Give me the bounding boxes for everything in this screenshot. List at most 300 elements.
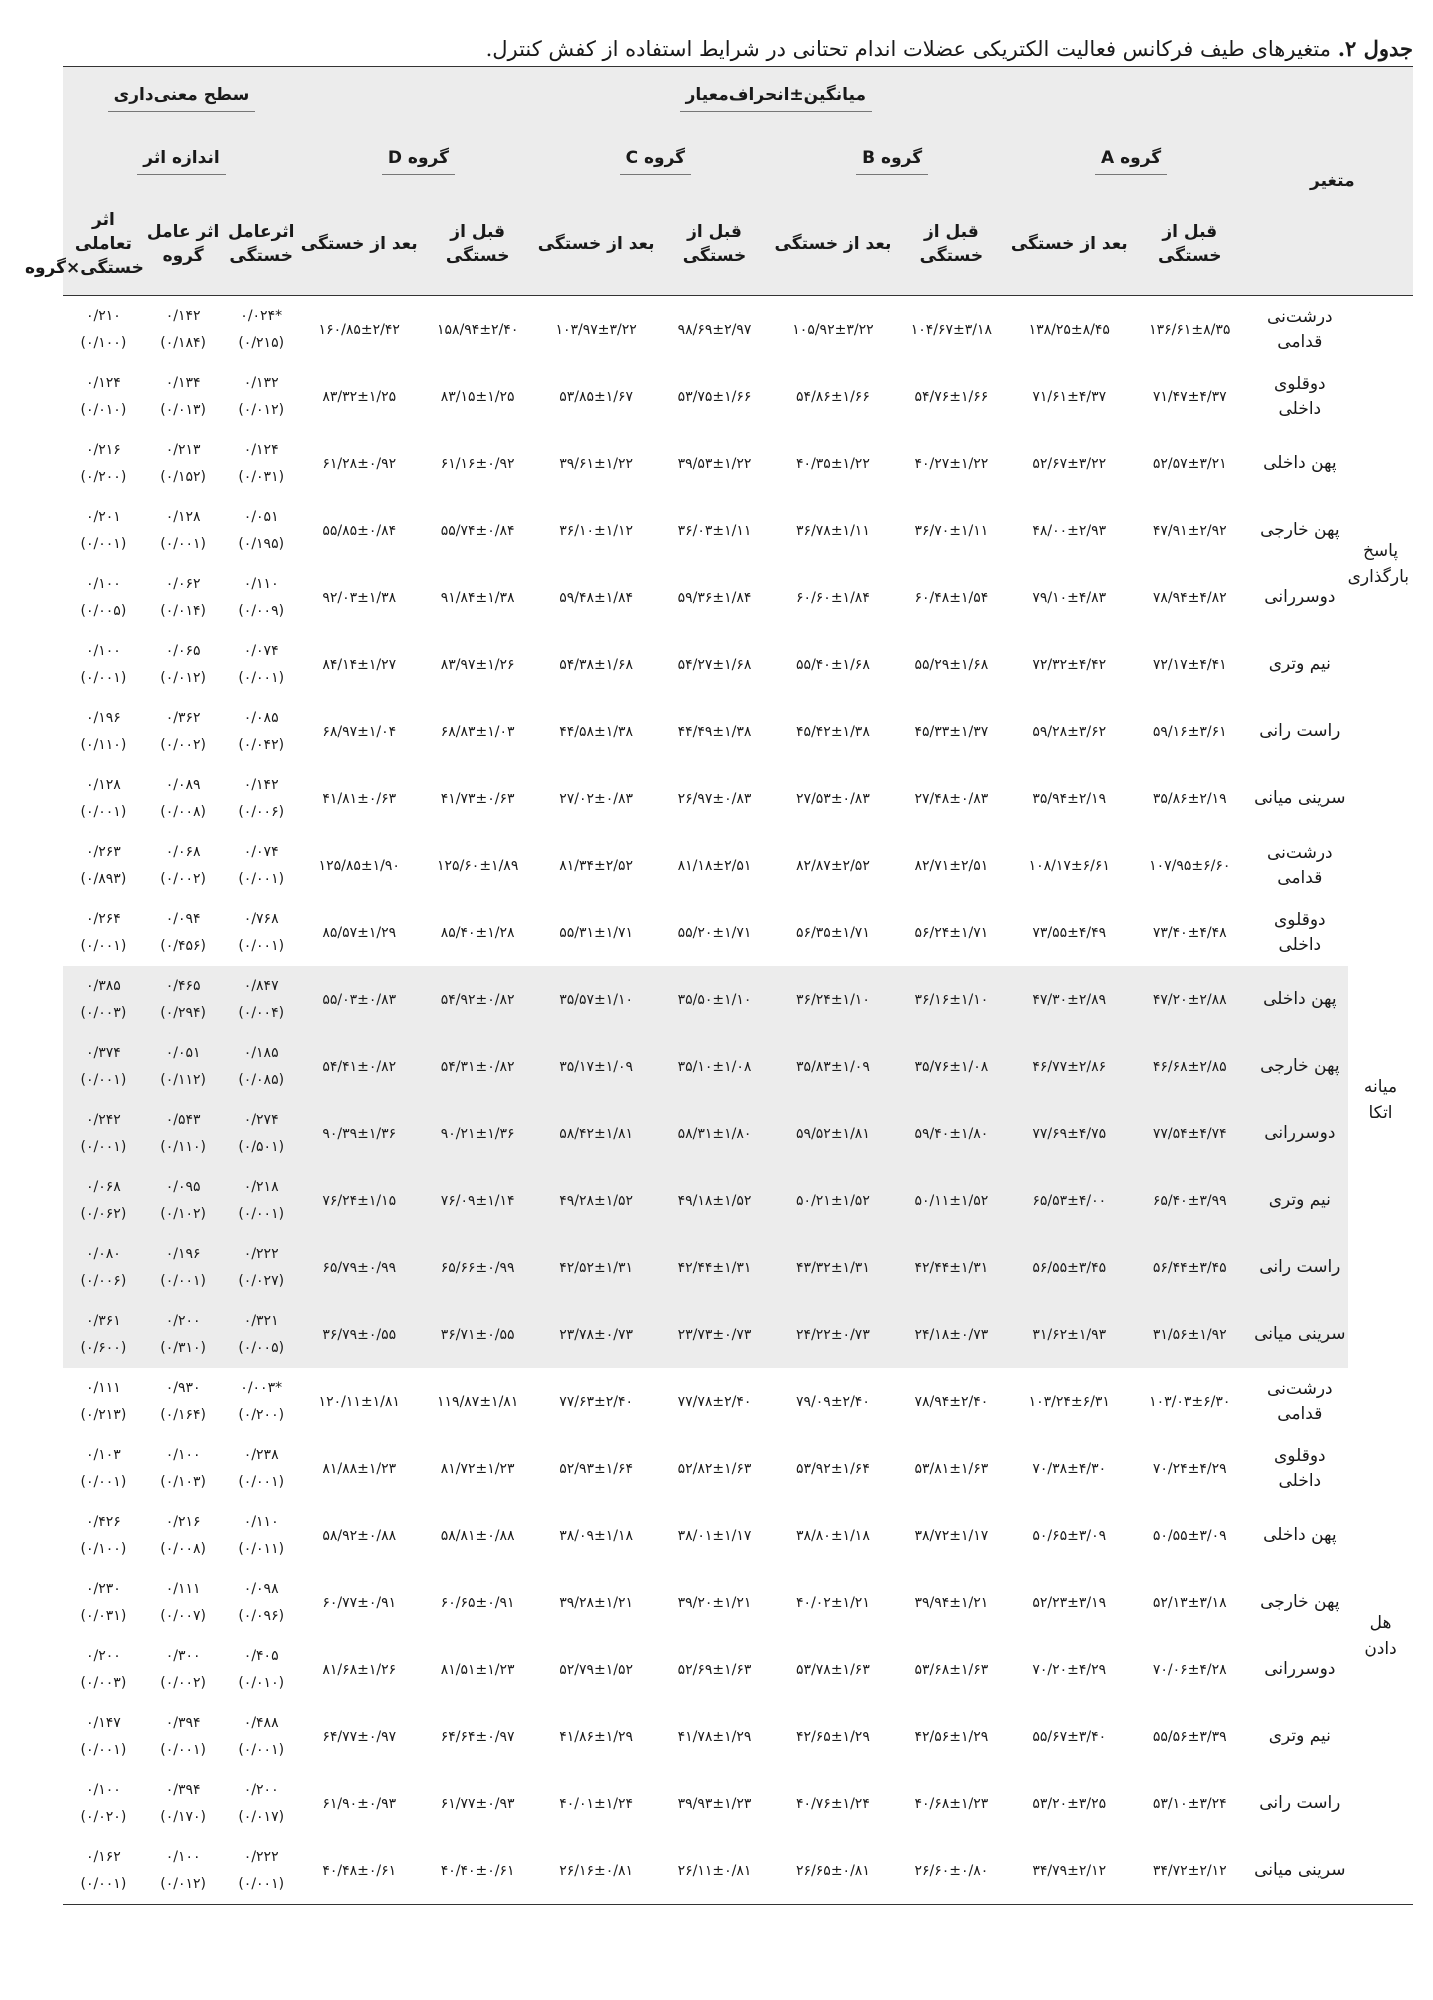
mean-sd-cell: ۳۹/۶۱±۱/۲۲	[559, 455, 633, 472]
significance-cell	[63, 564, 144, 631]
mean-sd-cell: ۵۵/۷۴±۰/۸۴	[440, 522, 515, 539]
muscle-name: پهن خارجی	[1252, 1033, 1348, 1100]
p-value: (۰/۰۶۲)	[80, 1205, 127, 1222]
effect-value: ۰/۲۱۰	[86, 307, 121, 324]
mean-sd-cell: ۷۷/۵۴±۴/۷۴	[1128, 1100, 1252, 1167]
mean-sd-cell: ۳۵/۱۰±۱/۰۸	[655, 1033, 773, 1100]
p-value: (۰/۰۰۱)	[238, 1741, 285, 1758]
table-row	[63, 497, 1413, 564]
significance-cell	[222, 497, 300, 564]
mean-sd-cell: ۵۸/۹۲±۰/۸۸	[322, 1527, 397, 1544]
muscle-name: سرینی میانی	[1252, 1837, 1348, 1905]
mean-sd-cell: ۵۴/۳۸±۱/۶۸	[559, 656, 633, 673]
significance-cell	[144, 363, 223, 430]
mean-sd-cell: ۳۹/۲۰±۱/۲۱	[677, 1594, 752, 1611]
muscle-name: سرینی میانی	[1252, 1301, 1348, 1368]
mean-sd-cell: ۲۷/۴۸±۰/۸۳	[914, 790, 989, 807]
p-value: (۰/۱۸۴)	[160, 334, 206, 351]
header-after-1: بعد از خستگی	[774, 193, 892, 296]
mean-sd-cell: ۵۲/۸۲±۱/۶۳	[677, 1460, 752, 1477]
header-mean-sd-text: میانگین±انحراف‌معیار	[680, 85, 872, 112]
mean-sd-cell: ۵۹/۳۶±۱/۸۴	[677, 589, 752, 606]
effect-value: *۰/۰۲۴	[240, 307, 283, 324]
mean-sd-cell: ۲۶/۹۷±۰/۸۳	[677, 790, 752, 807]
header-group-d: گروه D	[300, 129, 537, 193]
mean-sd-cell: ۵۵/۶۷±۳/۴۰	[1032, 1728, 1107, 1745]
muscle-name: دوسررانی	[1252, 1100, 1348, 1167]
mean-sd-cell: ۶۴/۷۷±۰/۹۷	[322, 1728, 397, 1745]
significance-cell	[63, 1033, 144, 1100]
significance-cell	[222, 1301, 300, 1368]
header-before-1: قبل از خستگی	[892, 193, 1010, 296]
p-value: (۰/۰۰۱)	[80, 669, 127, 686]
p-value: (۰/۰۱۱)	[238, 1540, 285, 1557]
mean-sd-cell: ۴۱/۸۱±۰/۶۳	[322, 790, 397, 807]
muscle-name: دوقلوی داخلی	[1274, 1445, 1326, 1491]
mean-sd-cell: ۹۸/۶۹±۲/۹۷	[677, 321, 752, 338]
effect-value: ۰/۲۱۶	[165, 1513, 201, 1530]
header-after-2: بعد از خستگی	[537, 193, 655, 296]
mean-sd-cell: ۴۲/۶۵±۱/۲۹	[796, 1728, 870, 1745]
muscle-name: پهن داخلی	[1263, 1525, 1337, 1545]
significance-cell	[63, 1502, 144, 1569]
p-value: (۰/۰۰۶)	[238, 803, 285, 820]
significance-cell	[63, 1368, 144, 1435]
mean-sd-cell: ۳۵/۹۴±۲/۱۹	[1032, 790, 1107, 807]
table-row	[63, 966, 1413, 1033]
significance-cell	[144, 899, 223, 966]
effect-value: ۰/۳۹۴	[165, 1781, 201, 1798]
p-value: (۰/۰۰۱)	[80, 1875, 127, 1892]
effect-value: ۰/۳۶۲	[165, 709, 201, 726]
muscle-name: دوسررانی	[1264, 1659, 1336, 1679]
mean-sd-cell: ۵۲/۵۷±۳/۲۱	[1152, 455, 1227, 472]
effect-value: ۰/۰۸۵	[243, 709, 279, 726]
mean-sd-cell: ۱۰۳/۹۷±۳/۲۲	[555, 321, 637, 338]
mean-sd-cell: ۷۶/۲۴±۱/۱۵	[300, 1167, 419, 1234]
mean-sd-cell: ۷۶/۰۹±۱/۱۴	[418, 1167, 536, 1234]
mean-sd-cell: ۷۷/۶۳±۲/۴۰	[559, 1393, 633, 1410]
header-significance	[63, 67, 300, 130]
mean-sd-cell: ۵۲/۱۳±۳/۱۸	[1152, 1594, 1227, 1611]
p-value: (۰/۱۱۰)	[80, 736, 127, 753]
mean-sd-cell: ۵۳/۸۱±۱/۶۳	[914, 1460, 989, 1477]
mean-sd-cell: ۷۷/۶۹±۴/۷۵	[1011, 1100, 1128, 1167]
table-row	[63, 1033, 1413, 1100]
mean-sd-cell: ۷۸/۹۴±۲/۴۰	[914, 1393, 989, 1410]
significance-cell	[63, 1636, 144, 1703]
p-value: (۰/۰۰۱)	[80, 535, 127, 552]
mean-sd-cell: ۷۹/۰۹±۲/۴۰	[796, 1393, 870, 1410]
p-value: (۰/۰۰۳)	[80, 1004, 127, 1021]
mean-sd-cell: ۳۹/۵۳±۱/۲۲	[677, 455, 752, 472]
mean-sd-cell: ۹۰/۲۱±۱/۳۶	[418, 1100, 536, 1167]
mean-sd-cell: ۱۶۰/۸۵±۲/۴۲	[318, 321, 400, 338]
mean-sd-cell: ۵۰/۱۱±۱/۵۲	[892, 1167, 1010, 1234]
p-value: (۰/۰۱۲)	[160, 1875, 206, 1892]
mean-sd-cell: ۲۴/۱۸±۰/۷۳	[892, 1301, 1010, 1368]
effect-value: ۰/۱۲۸	[165, 508, 201, 525]
significance-cell	[222, 1368, 300, 1435]
mean-sd-cell: ۵۵/۵۶±۳/۳۹	[1152, 1728, 1227, 1745]
effect-value: ۰/۴۰۵	[243, 1647, 279, 1664]
header-group-effect: اثر عامل گروه	[144, 193, 223, 296]
table-row	[63, 1770, 1413, 1837]
mean-sd-cell: ۲۶/۶۰±۰/۸۰	[892, 1837, 1010, 1905]
mean-sd-cell: ۶۵/۷۹±۰/۹۹	[300, 1234, 419, 1301]
effect-value: ۰/۱۹۶	[86, 709, 121, 726]
effect-value: ۰/۷۶۸	[243, 910, 279, 927]
mean-sd-cell: ۸۱/۱۸±۲/۵۱	[677, 857, 752, 874]
mean-sd-cell: ۹۰/۳۹±۱/۳۶	[300, 1100, 419, 1167]
p-value: (۰/۱۱۰)	[160, 1138, 206, 1155]
significance-cell	[144, 1837, 223, 1905]
table-row	[63, 1234, 1413, 1301]
mean-sd-cell: ۵۵/۳۱±۱/۷۱	[559, 924, 633, 941]
mean-sd-cell: ۹۱/۸۴±۱/۳۸	[440, 589, 515, 606]
significance-cell	[222, 1703, 300, 1770]
effect-value: ۰/۰۷۴	[243, 642, 279, 659]
mean-sd-cell: ۳۶/۷۹±۰/۵۵	[300, 1301, 419, 1368]
effect-value: ۰/۵۴۳	[165, 1111, 201, 1128]
p-value: (۰/۰۰۵)	[80, 602, 127, 619]
significance-cell	[222, 1837, 300, 1905]
header-before-0: قبل از خستگی	[1128, 193, 1252, 296]
mean-sd-cell: ۸۱/۵۱±۱/۲۳	[440, 1661, 515, 1678]
effect-value: ۰/۲۳۰	[86, 1580, 121, 1597]
table-row	[63, 698, 1413, 765]
mean-sd-cell: ۲۷/۵۳±۰/۸۳	[796, 790, 870, 807]
mean-sd-cell: ۶۵/۶۶±۰/۹۹	[418, 1234, 536, 1301]
significance-cell	[144, 966, 223, 1033]
mean-sd-cell: ۵۳/۷۸±۱/۶۳	[796, 1661, 870, 1678]
mean-sd-cell: ۳۶/۷۸±۱/۱۱	[796, 522, 870, 539]
mean-sd-cell: ۵۳/۲۰±۳/۲۵	[1032, 1795, 1107, 1812]
significance-cell	[222, 1234, 300, 1301]
mean-sd-cell: ۷۲/۱۷±۴/۴۱	[1152, 656, 1227, 673]
header-before-3: قبل از خستگی	[418, 193, 536, 296]
p-value: (۰/۰۱۲)	[238, 401, 285, 418]
effect-value: ۰/۱۴۲	[243, 776, 279, 793]
effect-value: ۰/۰۹۴	[165, 910, 201, 927]
effect-value: ۰/۱۳۲	[243, 374, 279, 391]
mean-sd-cell: ۴۹/۲۸±۱/۵۲	[537, 1167, 655, 1234]
p-value: (۰/۰۰۲)	[160, 870, 206, 887]
table-row	[63, 1636, 1413, 1703]
effect-value: ۰/۱۴۷	[86, 1714, 121, 1731]
mean-sd-cell: ۵۲/۶۹±۱/۶۳	[677, 1661, 752, 1678]
significance-cell	[144, 430, 223, 497]
muscle-name: نیم وتری	[1268, 1726, 1331, 1746]
effect-value: ۰/۲۳۸	[243, 1446, 279, 1463]
significance-cell	[222, 1167, 300, 1234]
mean-sd-cell: ۷۳/۵۵±۴/۴۹	[1032, 924, 1107, 941]
significance-cell	[144, 296, 223, 364]
p-value: (۰/۰۱۰)	[80, 401, 127, 418]
mean-sd-cell: ۵۹/۴۰±۱/۸۰	[892, 1100, 1010, 1167]
significance-cell	[144, 1301, 223, 1368]
effect-value: ۰/۱۶۲	[86, 1848, 121, 1865]
significance-cell	[63, 1234, 144, 1301]
mean-sd-cell: ۱۰۸/۱۷±۶/۶۱	[1028, 857, 1110, 874]
effect-value: ۰/۴۲۶	[86, 1513, 121, 1530]
mean-sd-cell: ۶۰/۶۰±۱/۸۴	[796, 589, 870, 606]
header-significance-text: سطح معنی‌داری	[108, 85, 256, 112]
table-row	[63, 1301, 1413, 1368]
p-value: (۰/۰۰۱)	[80, 1473, 127, 1490]
table-row	[63, 1368, 1413, 1435]
p-value: (۰/۰۰۶)	[80, 1272, 127, 1289]
effect-value: ۰/۴۸۸	[243, 1714, 279, 1731]
table-body	[63, 296, 1413, 1905]
effect-value: ۰/۳۶۱	[86, 1312, 121, 1329]
effect-value: ۰/۱۱۱	[165, 1580, 201, 1597]
muscle-name: درشت‌نی قدامی	[1267, 306, 1333, 352]
effect-value: ۰/۱۰۰	[86, 575, 121, 592]
effect-value: ۰/۱۲۴	[86, 374, 121, 391]
mean-sd-cell: ۵۴/۲۷±۱/۶۸	[677, 656, 752, 673]
mean-sd-cell: ۱۲۰/۱۱±۱/۸۱	[318, 1393, 400, 1410]
significance-cell	[144, 1502, 223, 1569]
mean-sd-cell: ۵۹/۵۲±۱/۸۱	[774, 1100, 892, 1167]
mean-sd-cell: ۴۱/۷۳±۰/۶۳	[440, 790, 515, 807]
mean-sd-cell: ۱۰۵/۹۲±۳/۲۲	[792, 321, 874, 338]
mean-sd-cell: ۵۰/۵۵±۳/۰۹	[1152, 1527, 1227, 1544]
p-value: (۰/۰۰۱)	[238, 1875, 285, 1892]
significance-cell	[63, 1569, 144, 1636]
p-value: (۰/۴۵۶)	[160, 937, 206, 954]
mean-sd-cell: ۲۷/۰۲±۰/۸۳	[559, 790, 633, 807]
table-row	[63, 1837, 1413, 1905]
mean-sd-cell: ۸۵/۵۷±۱/۲۹	[322, 924, 397, 941]
results-table	[24, 66, 1413, 1905]
muscle-name: دوقلوی داخلی	[1274, 373, 1326, 419]
table-row	[63, 1569, 1413, 1636]
mean-sd-cell: ۵۹/۱۶±۳/۶۱	[1152, 723, 1227, 740]
significance-cell	[222, 1100, 300, 1167]
mean-sd-cell: ۵۶/۴۴±۳/۴۵	[1128, 1234, 1252, 1301]
effect-value: ۰/۰۸۰	[86, 1245, 121, 1262]
mean-sd-cell: ۵۴/۴۱±۰/۸۲	[300, 1033, 419, 1100]
p-value: (۰/۲۱۵)	[238, 334, 285, 351]
p-value: (۰/۰۰۹)	[238, 602, 285, 619]
mean-sd-cell: ۵۶/۵۵±۳/۴۵	[1011, 1234, 1128, 1301]
mean-sd-cell: ۵۰/۲۱±۱/۵۲	[774, 1167, 892, 1234]
mean-sd-cell: ۳۹/۹۳±۱/۲۳	[677, 1795, 752, 1812]
mean-sd-cell: ۴۰/۲۷±۱/۲۲	[914, 455, 989, 472]
mean-sd-cell: ۳۴/۷۹±۲/۱۲	[1011, 1837, 1128, 1905]
p-value: (۰/۰۱۰)	[238, 1674, 285, 1691]
header-after-3: بعد از خستگی	[300, 193, 419, 296]
mean-sd-cell: ۸۴/۱۴±۱/۲۷	[322, 656, 397, 673]
p-value: (۰/۲۱۳)	[80, 1406, 127, 1423]
mean-sd-cell: ۷۰/۲۰±۴/۲۹	[1032, 1661, 1107, 1678]
mean-sd-cell: ۴۲/۵۲±۱/۳۱	[537, 1234, 655, 1301]
mean-sd-cell: ۶۰/۶۵±۰/۹۱	[440, 1594, 515, 1611]
mean-sd-cell: ۳۶/۷۰±۱/۱۱	[914, 522, 989, 539]
significance-cell	[63, 1301, 144, 1368]
table-row	[63, 1703, 1413, 1770]
effect-value: ۰/۰۶۸	[165, 843, 201, 860]
significance-cell	[222, 363, 300, 430]
significance-cell	[144, 1770, 223, 1837]
effect-value: ۰/۱۳۴	[165, 374, 201, 391]
mean-sd-cell: ۴۷/۳۰±۲/۸۹	[1011, 966, 1128, 1033]
p-value: (۰/۰۳۱)	[238, 468, 285, 485]
mean-sd-cell: ۲۳/۷۸±۰/۷۳	[537, 1301, 655, 1368]
mean-sd-cell: ۷۷/۷۸±۲/۴۰	[677, 1393, 752, 1410]
effect-value: ۰/۰۵۱	[165, 1044, 201, 1061]
significance-cell	[144, 1167, 223, 1234]
mean-sd-cell: ۳۹/۲۸±۱/۲۱	[559, 1594, 633, 1611]
p-value: (۰/۰۰۱)	[80, 1071, 127, 1088]
table-row	[63, 296, 1413, 364]
muscle-name: راست رانی	[1259, 721, 1341, 741]
p-value: (۰/۰۰۲)	[160, 1674, 206, 1691]
mean-sd-cell: ۴۰/۶۸±۱/۲۳	[914, 1795, 989, 1812]
effect-value: ۰/۳۸۵	[86, 977, 121, 994]
mean-sd-cell: ۱۰۳/۰۳±۶/۳۰	[1149, 1393, 1231, 1410]
mean-sd-cell: ۳۹/۹۴±۱/۲۱	[914, 1594, 989, 1611]
effect-value: ۰/۲۰۰	[243, 1781, 279, 1798]
significance-cell	[222, 1435, 300, 1502]
effect-value: ۰/۱۸۵	[243, 1044, 279, 1061]
p-value: (۰/۰۰۱)	[238, 870, 285, 887]
mean-sd-cell: ۴۰/۰۱±۱/۲۴	[559, 1795, 633, 1812]
muscle-name: دوقلوی داخلی	[1274, 909, 1326, 955]
p-value: (۰/۱۵۲)	[160, 468, 206, 485]
significance-cell	[144, 1435, 223, 1502]
effect-value: ۰/۲۱۸	[243, 1178, 279, 1195]
p-value: (۰/۰۰۱)	[80, 803, 127, 820]
mean-sd-cell: ۴۰/۴۸±۰/۶۱	[300, 1837, 419, 1905]
significance-cell	[63, 899, 144, 966]
significance-cell	[222, 430, 300, 497]
effect-value: ۰/۰۶۸	[86, 1178, 121, 1195]
mean-sd-cell: ۳۸/۰۹±۱/۱۸	[559, 1527, 633, 1544]
effect-value: ۰/۱۲۸	[86, 776, 121, 793]
mean-sd-cell: ۵۴/۹۲±۰/۸۲	[418, 966, 536, 1033]
p-value: (۰/۱۰۰)	[80, 1540, 127, 1557]
mean-sd-cell: ۳۵/۷۶±۱/۰۸	[892, 1033, 1010, 1100]
effect-value: ۰/۰۷۴	[243, 843, 279, 860]
header-group-c: گروه C	[537, 129, 774, 193]
effect-value: ۰/۱۱۰	[243, 1513, 279, 1530]
significance-cell	[63, 966, 144, 1033]
effect-value: ۰/۲۴۲	[86, 1111, 121, 1128]
p-value: (۰/۲۹۴)	[160, 1004, 206, 1021]
p-value: (۰/۰۰۱)	[160, 1272, 206, 1289]
effect-value: ۰/۱۰۰	[165, 1848, 201, 1865]
significance-cell	[63, 497, 144, 564]
mean-sd-cell: ۴۰/۳۵±۱/۲۲	[796, 455, 870, 472]
mean-sd-cell: ۶۵/۴۰±۳/۹۹	[1128, 1167, 1252, 1234]
significance-cell	[222, 631, 300, 698]
significance-cell	[63, 1770, 144, 1837]
mean-sd-cell: ۱۵۸/۹۴±۲/۴۰	[437, 321, 519, 338]
mean-sd-cell: ۸۳/۱۵±۱/۲۵	[440, 388, 515, 405]
p-value: (۰/۳۱۰)	[160, 1339, 206, 1356]
table-row	[63, 765, 1413, 832]
significance-cell	[63, 430, 144, 497]
mean-sd-cell: ۵۵/۲۹±۱/۶۸	[914, 656, 989, 673]
p-value: (۰/۰۱۴)	[160, 602, 206, 619]
mean-sd-cell: ۳۱/۵۶±۱/۹۲	[1128, 1301, 1252, 1368]
table-row	[63, 1435, 1413, 1502]
mean-sd-cell: ۵۴/۷۶±۱/۶۶	[914, 388, 989, 405]
significance-cell	[222, 899, 300, 966]
mean-sd-cell: ۸۲/۸۷±۲/۵۲	[796, 857, 870, 874]
muscle-name: درشت‌نی قدامی	[1267, 1378, 1333, 1424]
effect-value: ۰/۲۷۴	[243, 1111, 279, 1128]
significance-cell	[63, 832, 144, 899]
mean-sd-cell: ۴۴/۴۹±۱/۳۸	[677, 723, 752, 740]
significance-cell	[144, 497, 223, 564]
mean-sd-cell: ۶۱/۱۶±۰/۹۲	[440, 455, 515, 472]
p-value: (۰/۰۰۱)	[80, 937, 127, 954]
significance-cell	[63, 1167, 144, 1234]
muscle-name: نیم وتری	[1268, 654, 1331, 674]
effect-value: ۰/۰۹۸	[243, 1580, 279, 1597]
effect-value: ۰/۰۹۵	[165, 1178, 201, 1195]
effect-value: ۰/۲۲۲	[243, 1245, 279, 1262]
p-value: (۰/۵۰۱)	[238, 1138, 285, 1155]
effect-value: ۰/۰۸۹	[165, 776, 201, 793]
effect-value: ۰/۰۶۲	[165, 575, 201, 592]
mean-sd-cell: ۴۸/۰۰±۲/۹۳	[1032, 522, 1107, 539]
table-row	[63, 363, 1413, 430]
mean-sd-cell: ۵۵/۸۵±۰/۸۴	[322, 522, 397, 539]
mean-sd-cell: ۵۸/۸۱±۰/۸۸	[440, 1527, 515, 1544]
mean-sd-cell: ۴۷/۲۰±۲/۸۸	[1128, 966, 1252, 1033]
significance-cell	[222, 1502, 300, 1569]
table-row	[63, 1502, 1413, 1569]
significance-cell	[63, 363, 144, 430]
significance-cell	[63, 631, 144, 698]
effect-value: ۰/۰۶۵	[165, 642, 201, 659]
mean-sd-cell: ۶۱/۲۸±۰/۹۲	[322, 455, 397, 472]
mean-sd-cell: ۲۶/۱۶±۰/۸۱	[537, 1837, 655, 1905]
header-variable: متغیر	[1252, 67, 1413, 296]
p-value: (۰/۰۰۷)	[160, 1607, 206, 1624]
effect-value: ۰/۴۶۵	[165, 977, 201, 994]
mean-sd-cell: ۴۱/۷۸±۱/۲۹	[677, 1728, 752, 1745]
mean-sd-cell: ۸۱/۸۸±۱/۲۳	[322, 1460, 397, 1477]
p-value: (۰/۰۰۱)	[160, 535, 206, 552]
mean-sd-cell: ۵۳/۹۲±۱/۶۴	[796, 1460, 870, 1477]
phase-label: پاسخ بارگذاری	[1347, 541, 1409, 587]
mean-sd-cell: ۵۳/۷۵±۱/۶۶	[677, 388, 752, 405]
mean-sd-cell: ۴۶/۶۸±۲/۸۵	[1128, 1033, 1252, 1100]
muscle-name: سرینی میانی	[1254, 788, 1346, 808]
mean-sd-cell: ۵۵/۴۰±۱/۶۸	[796, 656, 870, 673]
mean-sd-cell: ۳۸/۷۲±۱/۱۷	[914, 1527, 989, 1544]
p-value: (۰/۱۶۴)	[160, 1406, 206, 1423]
mean-sd-cell: ۵۵/۰۳±۰/۸۳	[300, 966, 419, 1033]
effect-value: ۰/۳۲۱	[243, 1312, 279, 1329]
header-group-b: گروه B	[774, 129, 1011, 193]
effect-value: ۰/۲۰۰	[165, 1312, 201, 1329]
significance-cell	[222, 296, 300, 364]
p-value: (۰/۰۱۷)	[238, 1808, 285, 1825]
significance-cell	[144, 1100, 223, 1167]
muscle-name: دوسررانی	[1264, 587, 1336, 607]
mean-sd-cell: ۹۲/۰۳±۱/۳۸	[322, 589, 397, 606]
mean-sd-cell: ۴۰/۷۶±۱/۲۴	[796, 1795, 870, 1812]
p-value: (۰/۰۰۸)	[160, 1540, 206, 1557]
effect-value: ۰/۱۰۰	[86, 1781, 121, 1798]
mean-sd-cell: ۴۵/۴۲±۱/۳۸	[796, 723, 870, 740]
